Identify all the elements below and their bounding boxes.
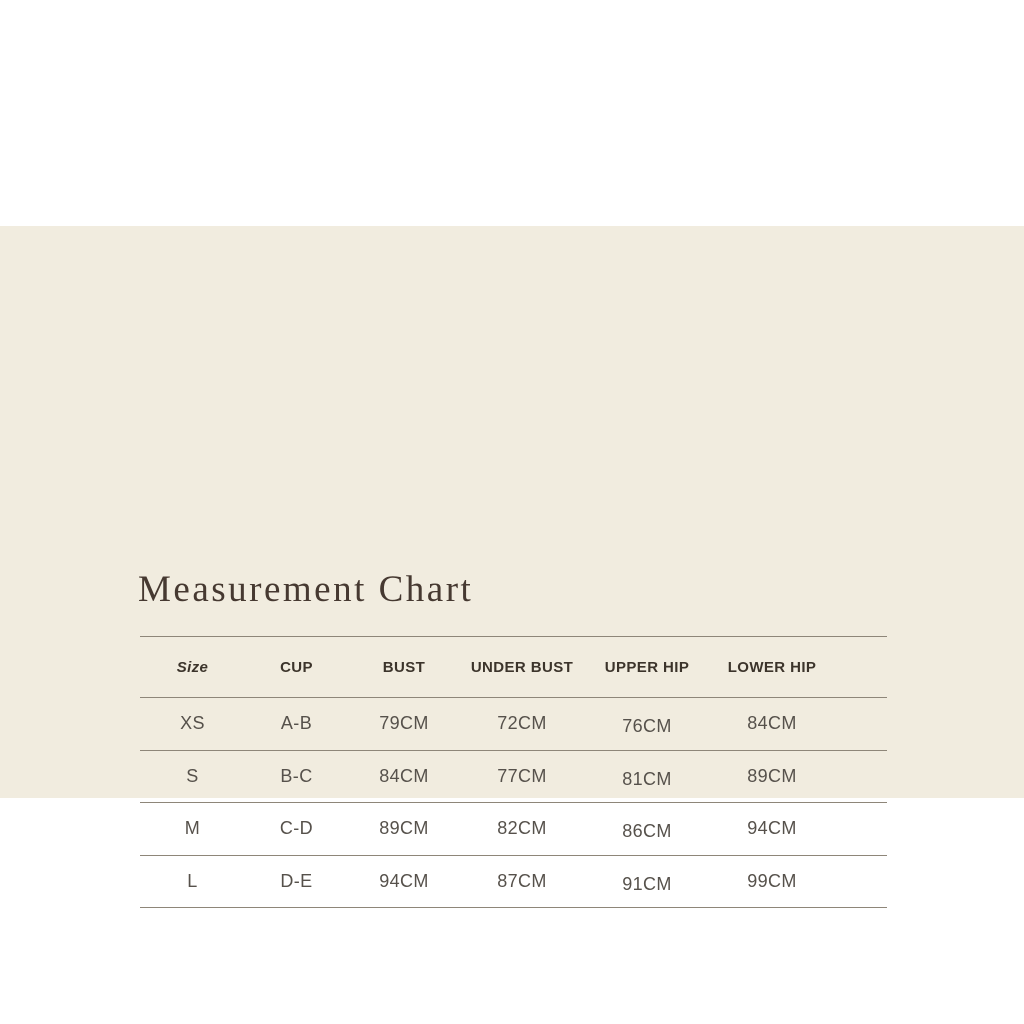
table-cell: 87CM xyxy=(497,870,547,891)
table-cell: 76CM xyxy=(622,716,672,737)
table-row-l xyxy=(140,855,887,908)
table-row-s xyxy=(140,750,887,803)
table-cell: 81CM xyxy=(622,768,672,789)
table-cell: 77CM xyxy=(497,765,547,786)
table-header-row xyxy=(140,636,887,697)
table-cell: 84CM xyxy=(379,765,429,786)
column-header-bust: BUST xyxy=(382,658,426,676)
table-cell: 94CM xyxy=(379,870,429,891)
table-cell: 91CM xyxy=(622,873,672,894)
table-cell: 79CM xyxy=(379,713,429,734)
column-header-under-bust: UNDER BUST xyxy=(470,658,574,676)
table-cell: 82CM xyxy=(497,818,547,839)
table-row-m xyxy=(140,802,887,855)
table-cell: 86CM xyxy=(622,821,672,842)
table-cell: D-E xyxy=(280,870,313,891)
table-cell: 84CM xyxy=(747,713,797,734)
table-cell: B-C xyxy=(280,765,313,786)
page-title: Measurement Chart xyxy=(138,569,474,610)
table-cell: L xyxy=(187,870,198,891)
content-panel xyxy=(0,226,1024,894)
table-cell: C-D xyxy=(279,818,314,839)
column-header-cup: CUP xyxy=(280,658,313,676)
table-row-xs xyxy=(140,697,887,750)
measurement-table xyxy=(140,636,887,908)
table-cell: 89CM xyxy=(747,765,797,786)
table-cell: M xyxy=(184,818,201,839)
table-cell: S xyxy=(186,765,199,786)
table-cell: A-B xyxy=(280,713,313,734)
table-cell: 89CM xyxy=(379,818,429,839)
table-cell: 94CM xyxy=(747,818,797,839)
column-header-upper-hip: UPPER HIP xyxy=(604,658,690,676)
table-cell: XS xyxy=(180,713,205,734)
table-cell: 72CM xyxy=(497,713,547,734)
column-header-lower-hip: LOWER HIP xyxy=(727,658,817,676)
column-header-size: Size xyxy=(176,658,209,676)
table-cell: 99CM xyxy=(747,870,797,891)
